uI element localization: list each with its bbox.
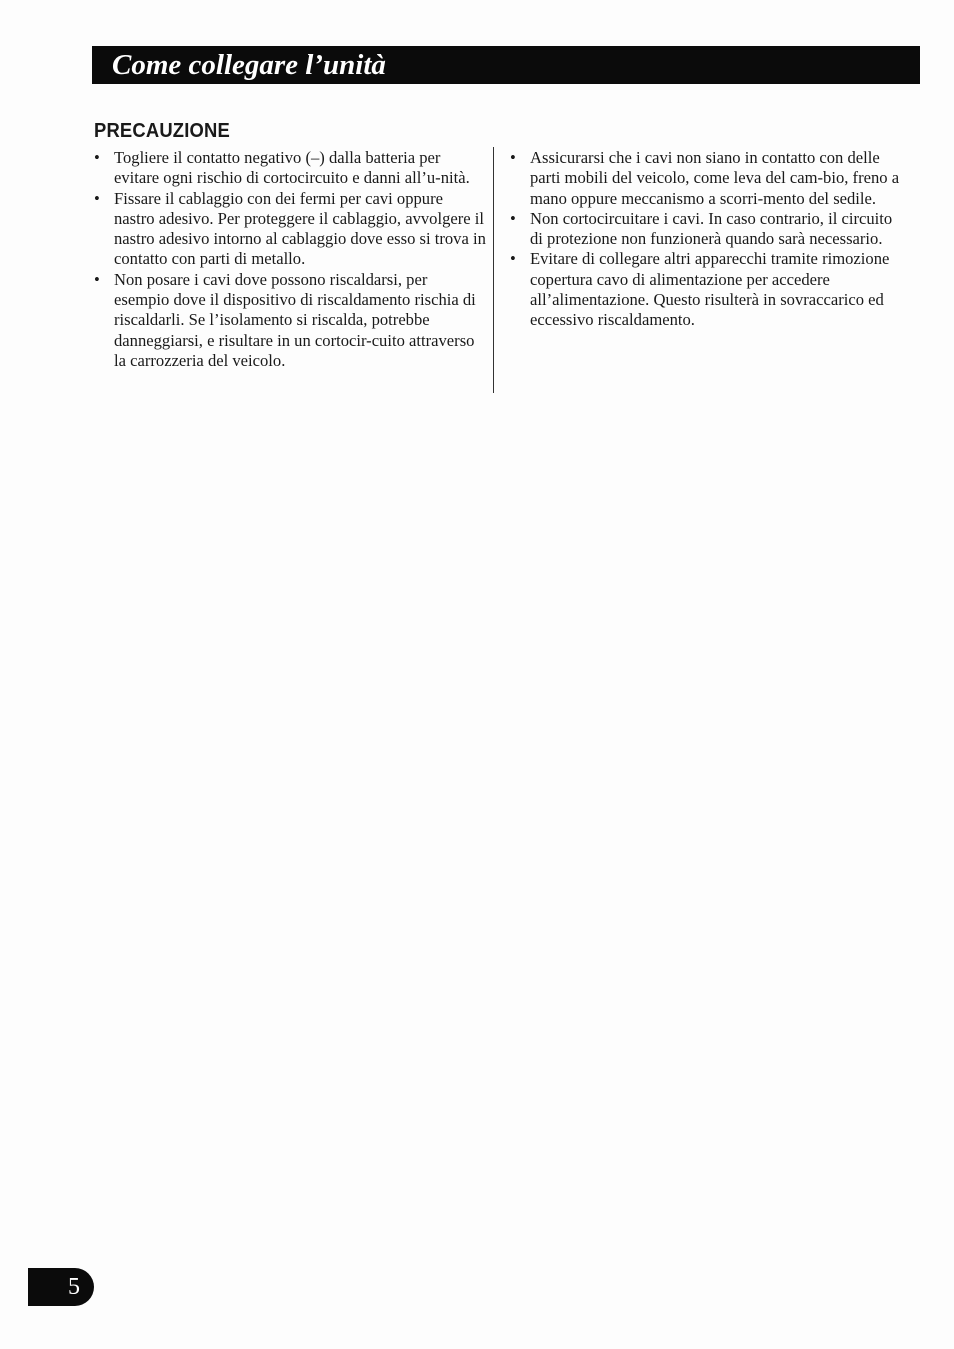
bullet-icon: • [94,188,100,208]
list-item [510,249,902,330]
list-item-text: Evitare di collegare altri apparecchi tramite rimozione copertura cavo di alimentazione per accedere all’alimentazione. Questo risulterà in sovraccarico ed eccessivo riscaldamento. [530,249,890,330]
list-item-text: Fissare il cablaggio con dei fermi per cavi oppure nastro adesivo. Per proteggere il cablaggio, avvolgere il nastro adesivo intorno al cablaggio dove esso si trova in contatto con parti di metallo. [114,188,486,269]
bullet-icon: • [510,249,516,269]
column-divider [493,147,494,393]
bullet-icon: • [510,208,516,228]
bullet-icon: • [94,269,100,289]
list-item [510,209,902,250]
list-item [94,270,486,371]
page-number: 5 [68,1274,80,1300]
bullet-icon: • [94,148,100,167]
page-number-tab [28,1268,94,1306]
right-column-list [510,148,902,331]
list-item-text: Non posare i cavi dove possono riscaldarsi, per esempio dove il dispositivo di riscaldamento rischia di riscaldarli. Se l’isolamento si riscalda, potrebbe danneggiarsi, e risultare in un cortocir-cuito attraverso la carrozzeria del veicolo. [114,269,476,370]
list-item [510,148,902,209]
bullet-icon: • [510,148,516,167]
precaution-heading: PRECAUZIONE [94,120,230,142]
list-item-text: Non cortocircuitare i cavi. In caso contrario, il circuito di protezione non funzionerà quando sarà necessario. [530,208,893,249]
section-title-bar [92,46,920,84]
list-item-text: Assicurarsi che i cavi non siano in contatto con delle parti mobili del veicolo, come leva del cam-bio, freno a mano oppure meccanismo a scorri-mento del sedile. [530,148,900,208]
list-item [94,148,486,189]
list-item [94,189,486,270]
page-title: Come collegare l’unità [112,49,386,81]
list-item-text: Togliere il contatto negativo (–) dalla batteria per evitare ogni rischio di cortocircuito e danni all’u-nità. [114,148,470,188]
left-column-list [94,148,486,371]
